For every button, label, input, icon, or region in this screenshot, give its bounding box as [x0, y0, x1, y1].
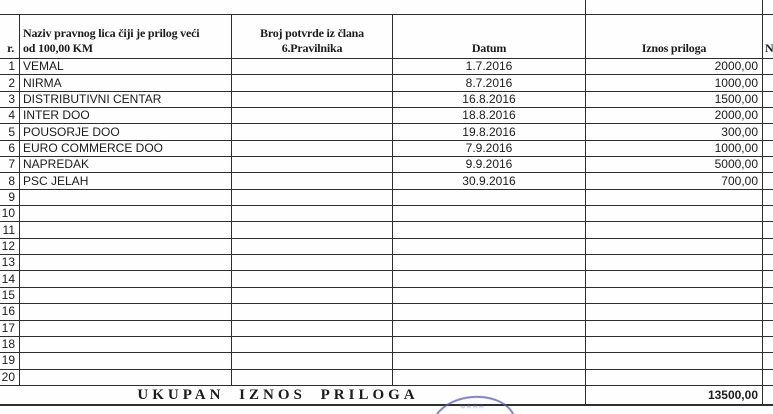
- table-row: [0, 238, 773, 254]
- stamp-text: UKRA: [460, 404, 486, 410]
- header-iznos-priloga: Iznos priloga: [586, 15, 763, 59]
- iznos-cell: [586, 271, 763, 287]
- iznos-cell: 1000,00: [586, 75, 763, 91]
- cutoff-cell: [763, 369, 773, 385]
- table-row: [0, 287, 773, 303]
- table-header-row: [0, 15, 773, 59]
- cutoff-cell: [763, 189, 773, 205]
- total-row: [0, 385, 773, 405]
- datum-cell: 7.9.2016: [393, 140, 586, 156]
- cutoff-cell: [763, 59, 773, 75]
- row-number-cell: 10: [0, 206, 20, 222]
- total-value: 13500,00: [586, 385, 763, 405]
- datum-cell: [393, 304, 586, 320]
- potvrda-cell: [232, 108, 393, 124]
- iznos-cell: [586, 369, 763, 385]
- potvrda-cell: [232, 173, 393, 189]
- iznos-cell: [586, 189, 763, 205]
- row-number-cell: 17: [0, 320, 20, 336]
- table-row: [0, 255, 773, 271]
- table-row: [0, 271, 773, 287]
- naziv-cell: [20, 336, 232, 352]
- row-number-cell: 12: [0, 238, 20, 254]
- naziv-cell: [20, 304, 232, 320]
- cutoff-cell: [763, 140, 773, 156]
- iznos-cell: 700,00: [586, 173, 763, 189]
- naziv-cell: [20, 271, 232, 287]
- naziv-cell: INTER DOO: [20, 108, 232, 124]
- naziv-cell: [20, 189, 232, 205]
- header-broj-potvrde: [232, 15, 393, 59]
- iznos-cell: 5000,00: [586, 157, 763, 173]
- datum-cell: 19.8.2016: [393, 124, 586, 140]
- header-naziv-line1: Naziv pravnog lica čiji je prilog veći: [23, 26, 200, 40]
- cutoff-cell: [763, 336, 773, 352]
- cutoff-cell: [763, 75, 773, 91]
- datum-cell: 9.9.2016: [393, 157, 586, 173]
- row-number-cell: 4: [0, 108, 20, 124]
- naziv-cell: PSC JELAH: [20, 173, 232, 189]
- naziv-cell: NAPREDAK: [20, 157, 232, 173]
- datum-cell: [393, 206, 586, 222]
- naziv-cell: [20, 353, 232, 369]
- naziv-cell: DISTRIBUTIVNI CENTAR: [20, 91, 232, 107]
- cutoff-gridline-right-edge: [762, 0, 763, 15]
- potvrda-cell: [232, 271, 393, 287]
- naziv-cell: VEMAL: [20, 59, 232, 75]
- datum-cell: [393, 222, 586, 238]
- row-number-cell: 6: [0, 140, 20, 156]
- table-row: [0, 206, 773, 222]
- datum-cell: 16.8.2016: [393, 91, 586, 107]
- datum-cell: [393, 336, 586, 352]
- iznos-cell: [586, 336, 763, 352]
- cutoff-cell: [763, 353, 773, 369]
- cutoff-cell: [763, 124, 773, 140]
- row-number-cell: 20: [0, 369, 20, 385]
- cutoff-cell: [763, 222, 773, 238]
- cutoff-cell: [763, 287, 773, 303]
- row-number-cell: 16: [0, 304, 20, 320]
- datum-cell: [393, 353, 586, 369]
- table-row: [0, 369, 773, 385]
- table-row: [0, 91, 773, 107]
- naziv-cell: [20, 320, 232, 336]
- header-row-number: r.: [0, 15, 20, 59]
- iznos-cell: [586, 222, 763, 238]
- row-number-cell: 11: [0, 222, 20, 238]
- datum-cell: 30.9.2016: [393, 173, 586, 189]
- potvrda-cell: [232, 222, 393, 238]
- table-row: [0, 353, 773, 369]
- iznos-cell: 2000,00: [586, 59, 763, 75]
- table-row: [0, 157, 773, 173]
- datum-cell: [393, 271, 586, 287]
- potvrda-cell: [232, 91, 393, 107]
- table-row: [0, 222, 773, 238]
- potvrda-cell: [232, 157, 393, 173]
- naziv-cell: [20, 206, 232, 222]
- table-row: [0, 124, 773, 140]
- naziv-cell: [20, 369, 232, 385]
- iznos-cell: [586, 320, 763, 336]
- cutoff-cell: [763, 91, 773, 107]
- iznos-cell: [586, 353, 763, 369]
- row-number-cell: 9: [0, 189, 20, 205]
- datum-cell: [393, 238, 586, 254]
- cutoff-cell: [763, 255, 773, 271]
- datum-cell: [393, 320, 586, 336]
- row-number-cell: 1: [0, 59, 20, 75]
- contributions-table: [0, 14, 773, 406]
- cutoff-gridline-above-iznos: [585, 0, 586, 15]
- potvrda-cell: [232, 238, 393, 254]
- datum-cell: [393, 189, 586, 205]
- naziv-cell: NIRMA: [20, 75, 232, 91]
- stamp-partial-seal: [430, 396, 516, 414]
- potvrda-cell: [232, 189, 393, 205]
- iznos-cell: [586, 255, 763, 271]
- table-row: [0, 59, 773, 75]
- potvrda-cell: [232, 140, 393, 156]
- potvrda-cell: [232, 369, 393, 385]
- header-naziv-line2: od 100,00 KM: [23, 40, 93, 55]
- potvrda-cell: [232, 255, 393, 271]
- iznos-cell: 2000,00: [586, 108, 763, 124]
- iznos-cell: [586, 238, 763, 254]
- row-number-cell: 5: [0, 124, 20, 140]
- datum-cell: [393, 255, 586, 271]
- datum-cell: 1.7.2016: [393, 59, 586, 75]
- potvrda-cell: [232, 206, 393, 222]
- header-partial-next-column: N: [763, 15, 773, 59]
- row-number-cell: 13: [0, 255, 20, 271]
- naziv-cell: [20, 287, 232, 303]
- total-cutoff-cell: [763, 385, 773, 405]
- potvrda-cell: [232, 353, 393, 369]
- datum-cell: 8.7.2016: [393, 75, 586, 91]
- naziv-cell: [20, 222, 232, 238]
- header-datum: Datum: [393, 15, 586, 59]
- potvrda-cell: [232, 59, 393, 75]
- table-row: [0, 108, 773, 124]
- table-row: [0, 336, 773, 352]
- table-row: [0, 173, 773, 189]
- iznos-cell: 1000,00: [586, 140, 763, 156]
- cutoff-cell: [763, 304, 773, 320]
- cutoff-cell: [763, 206, 773, 222]
- row-number-cell: 3: [0, 91, 20, 107]
- row-number-cell: 15: [0, 287, 20, 303]
- cutoff-cell: [763, 108, 773, 124]
- potvrda-cell: [232, 124, 393, 140]
- datum-cell: [393, 287, 586, 303]
- naziv-cell: [20, 255, 232, 271]
- potvrda-cell: [232, 287, 393, 303]
- table-row: [0, 75, 773, 91]
- cutoff-cell: [763, 238, 773, 254]
- header-naziv-pravnog-lica: [20, 15, 232, 59]
- cutoff-cell: [763, 320, 773, 336]
- naziv-cell: [20, 238, 232, 254]
- potvrda-cell: [232, 75, 393, 91]
- potvrda-cell: [232, 304, 393, 320]
- cutoff-cell: [763, 173, 773, 189]
- naziv-cell: EURO COMMERCE DOO: [20, 140, 232, 156]
- potvrda-cell: [232, 320, 393, 336]
- row-number-cell: 19: [0, 353, 20, 369]
- row-number-cell: 8: [0, 173, 20, 189]
- cutoff-cell: [763, 157, 773, 173]
- datum-cell: [393, 369, 586, 385]
- table-row: [0, 189, 773, 205]
- row-number-cell: 14: [0, 271, 20, 287]
- iznos-cell: [586, 287, 763, 303]
- potvrda-cell: [232, 336, 393, 352]
- iznos-cell: [586, 304, 763, 320]
- table-row: [0, 304, 773, 320]
- datum-cell: 18.8.2016: [393, 108, 586, 124]
- table-row: [0, 140, 773, 156]
- row-number-cell: 7: [0, 157, 20, 173]
- iznos-cell: 1500,00: [586, 91, 763, 107]
- row-number-cell: 18: [0, 336, 20, 352]
- naziv-cell: POUSORJE DOO: [20, 124, 232, 140]
- row-number-cell: 2: [0, 75, 20, 91]
- total-label: UKUPAN IZNOS PRILOGA: [0, 385, 586, 405]
- header-broj-line2: 6.Pravilnika: [281, 40, 343, 55]
- iznos-cell: [586, 206, 763, 222]
- table-row: [0, 320, 773, 336]
- header-broj-line1: Broj potvrde iz člana: [260, 26, 364, 40]
- cutoff-cell: [763, 271, 773, 287]
- iznos-cell: 300,00: [586, 124, 763, 140]
